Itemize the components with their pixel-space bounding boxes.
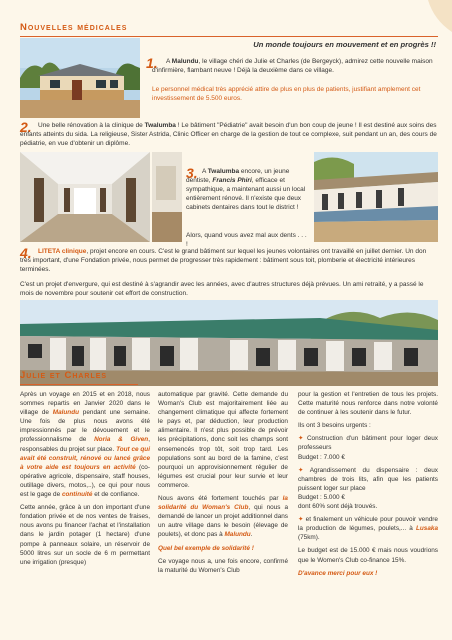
item-4-paragraph-1 — [20, 245, 438, 275]
item-1-paragraph-1 — [152, 58, 438, 76]
col-1-text-a: Après un voyage en 2015 et en 2018, nous sommes repartis en Janvier 2020 dans le village de — [20, 391, 150, 417]
section-divider-2 — [20, 384, 138, 385]
item-4-text: , projet encore en cours. C'est le grand bâtiment sur lequel les jeunes volontaires ont travaillé en juillet dernier. Un don très important, d'une Fondation privée, nous permet de progresser très rapidement : bâtiment sous toit, plomberie et électricité intérieures terminées. — [20, 248, 427, 273]
item-3-paragraph-1 — [186, 165, 308, 213]
item-4-paragraph-2: C'est un projet d'envergure, qui est destiné à s'agrandir avec les années, avec d'autres structures déjà prévues. Un ami retraité, y a passé le mois de novembre pour soutenir cet effort de construction. — [20, 281, 424, 297]
item-number-1: 1. — [146, 55, 158, 71]
bullet-icon: ✦ — [298, 516, 306, 524]
col-3-need-1-text: Construction d'un bâtiment pour loger deux professeurs — [298, 435, 438, 452]
item-number-4: 4. — [20, 245, 32, 261]
corner-ornament — [420, 0, 452, 32]
item-3-text-mid: encore, un jeune dentiste, — [186, 168, 290, 184]
item-2-text-post: ! Le bâtiment "Pédiatrie" avait besoin d'un bon coup de jeune ! Il est destiné aux soins des enfants atteints du sida. La religieuse, Sister Astrida, Clinic Officer en charge de la gestion de tout ce complexe, suit pendant un an, des cours de pédiatrie, en vue d'obtenir un diplôme. — [20, 122, 437, 147]
item-1-paragraph-2: Le personnel médical très apprécié attire de plus en plus de patients, justifiant amplement cet investissement de 5.500 euros. — [152, 86, 421, 102]
column-1 — [20, 390, 150, 571]
col-3-need-2-found: dont 60% sont déjà trouvés. — [298, 503, 378, 511]
col-1-emphasis: Tout ce qui avait été construit, rénové ou lancé grâce à votre aide est toujours en activité — [20, 445, 150, 471]
col-1-names: Noria & Given — [94, 436, 149, 444]
col-3-thanks: D'avance merci pour eux ! — [298, 569, 378, 577]
col-3-need-1-budget: Budget : 7.000 € — [298, 453, 345, 461]
col-1-place: Malundu — [52, 409, 80, 417]
col-2-text-b: , qui nous a demandé de lancer un projet additionnel dans un autre village dans le besoin (élevage de poulets), et donc pas à — [158, 504, 289, 539]
col-3-need-3-text-a: et finalement un véhicule pour pouvoir vendre la production de légumes, poulets,... à — [298, 516, 438, 533]
photo-ward — [152, 152, 182, 242]
item-3-text-post: , efficace et sympathique, a maintenant aussi un local entièrement rénové. Il n'existe que deux cabinets dentaires dans tout le district ! — [186, 176, 306, 211]
col-3-need-3 — [298, 515, 438, 542]
bullet-icon: ✦ — [298, 435, 307, 443]
col-1-paragraph-2: Cette année, grâce à un don important d'une fondation privée et de nos ventes de fraises, nous avons pu financer l'achat et l'installation dans le jardin potager (1 hectare) d'une pompe à panneaux solaire, un réservoir de 5000 litres sur un socle de 6 m permettant une irrigation (presque) — [20, 504, 150, 566]
column-3 — [298, 390, 438, 582]
section-title-julie-charles: Julie et Charles — [20, 370, 108, 381]
col-1-emphasis-2: continuité — [61, 491, 93, 499]
tagline: Un monde toujours en mouvement et en progrès !! — [253, 40, 436, 49]
section-title-medical: Nouvelles médicales — [20, 22, 128, 33]
col-1-text-d: (co-opérative agricole, dispensaire, staff houses, outillage divers, motos,..), ce qui pour nous est le gage de — [20, 463, 150, 499]
col-1-text-c: , responsables du projet sur place. — [20, 436, 150, 453]
item-1-place: Malundu — [171, 58, 199, 65]
photo-nurse-house — [20, 38, 140, 118]
col-3-need-2-budget: Budget : 5.000 € — [298, 493, 345, 501]
bullet-icon: ✦ — [298, 466, 310, 474]
item-2-text-pre: Une belle rénovation à la clinique de — [38, 122, 145, 129]
item-3-text-pre: A — [202, 168, 208, 175]
item-3-paragraph-2: Alors, quand vous avez mal aux dents . . . ! — [186, 232, 307, 248]
col-1-text-b: pendant une semaine. Une fois de plus nous avons été impressionnés par le dévouement et le professionnalisme de — [20, 409, 150, 444]
col-1-paragraph-1 — [20, 390, 150, 499]
column-2 — [158, 390, 288, 579]
col-2-paragraph-3: Quel bel exemple de solidarité ! — [158, 544, 254, 552]
photo-dental-building — [314, 152, 438, 242]
col-2-place: Malundu — [224, 531, 251, 539]
col-3-need-2-text: Agrandissement du dispensaire : deux chambres de trois lits, afin que les patients puissent loger sur place — [298, 466, 438, 492]
col-3-need-1 — [298, 434, 438, 452]
col-2-text-a: Nous avons été fortement touchés par — [158, 495, 283, 503]
col-1-text-e: et de confiance. — [92, 491, 140, 499]
col-2-paragraph-1: automatique par gravité. Cette demande du Woman's Club est majoritairement liée au changement climatique qui affecte fortement le pays et, par déduction, leur production alimentaire. Il n'est plus possible de prévoir les précipitations, donc soit les champs sont ensemencés trop tôt, soit trop tard. Les populations sont au bord de la famine, c'est pourquoi un approvisionnement régulier de légumes est crucial pour leur survie et leur commerce. — [158, 391, 288, 489]
item-3-person: Francis Phiri — [212, 176, 252, 184]
item-number-3: 3. — [186, 165, 198, 181]
item-2-place: Twalumba — [144, 122, 176, 129]
item-1-text-post: , le village chéri de Julie et Charles (de Bergeyck), admirez cette nouvelle maison d'infirmière, flambant neuve ! Déjà la deuxième dans ce village. — [152, 58, 433, 74]
item-4-place: LITETA clinique — [38, 248, 87, 255]
photo-corridor — [20, 152, 150, 242]
item-1-text-pre: A — [166, 58, 172, 65]
col-3-paragraph-3: Le budget est de 15.000 € mais nous voudrions que le Women's Club co-finance 15%. — [298, 547, 438, 564]
col-2-paragraph-2 — [158, 494, 288, 539]
col-2-text-c: . — [250, 531, 253, 539]
col-3-paragraph-2: Ils ont 3 besoins urgents : — [298, 422, 371, 430]
section-divider — [20, 36, 438, 37]
col-3-place: Lusaka — [415, 525, 438, 533]
col-3-need-2 — [298, 466, 438, 493]
col-2-emphasis: la solidarité du Woman's Club — [158, 495, 288, 512]
col-3-need-3-text-b: (75km). — [298, 534, 320, 542]
item-2-paragraph — [20, 119, 438, 149]
item-number-2: 2. — [20, 119, 32, 135]
item-3-place: Twalumba — [207, 168, 240, 175]
col-3-paragraph-1: pour la gestion et l'entretien de tous les projets. Cette maturité nous renforce dans notre volonté de continuer à les soutenir dans le futur. — [298, 391, 438, 417]
col-2-paragraph-4: Ce voyage nous a, une fois encore, confirmé la maturité du Women's Club — [158, 557, 288, 574]
